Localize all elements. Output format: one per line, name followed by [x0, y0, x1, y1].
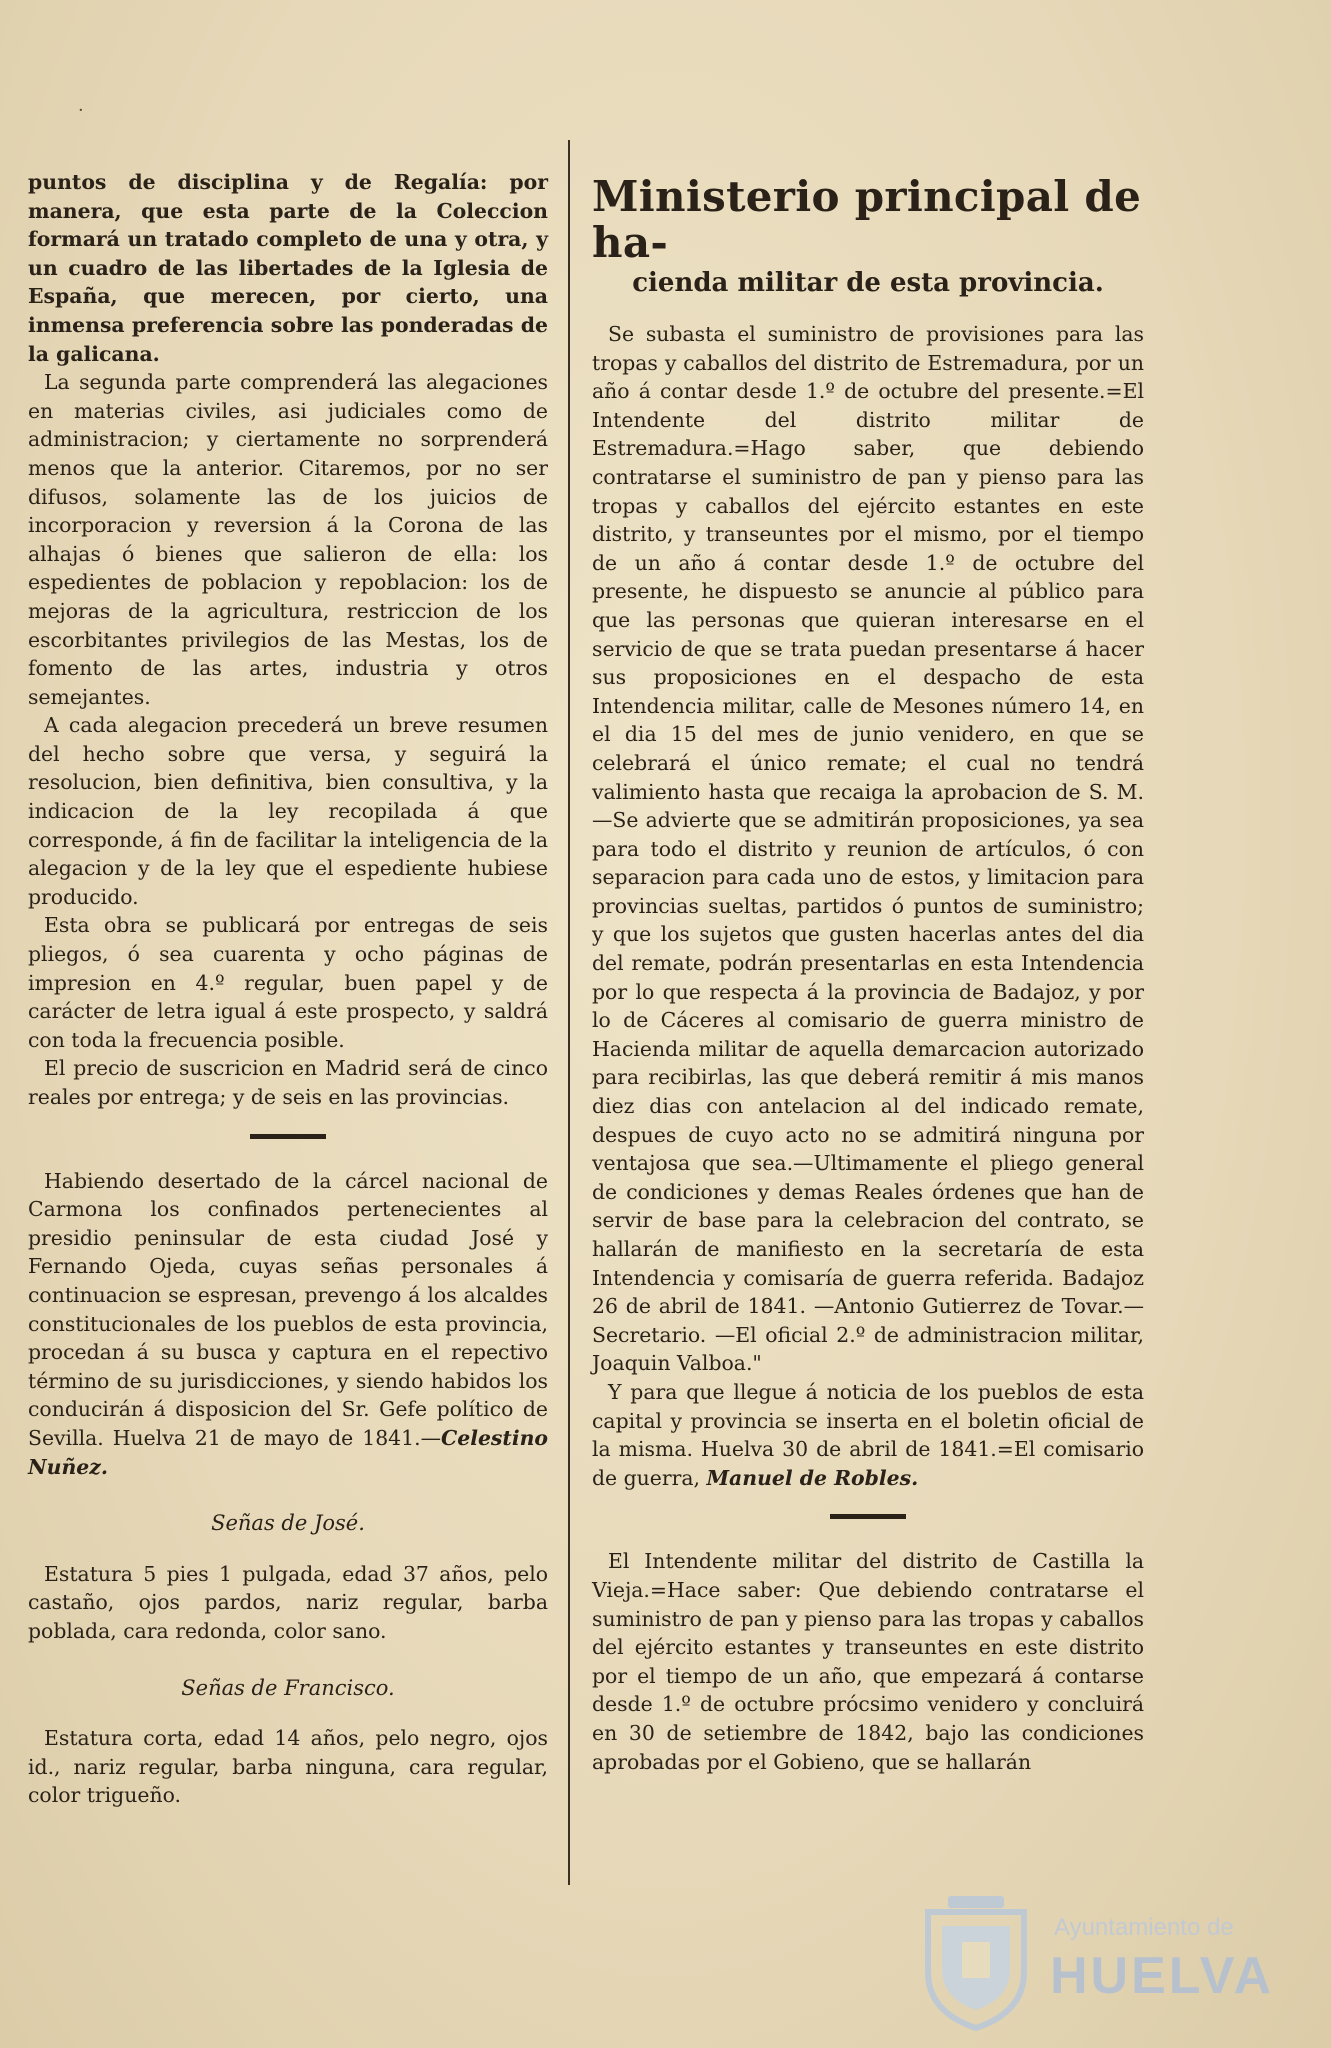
desertion-notice	[28, 1167, 548, 1482]
desertion-notice-signature: Celestino Nuñez.	[28, 1425, 548, 1479]
left-para-1: puntos de disciplina y de Regalía: por manera, que esta parte de la Coleccion formará un tratado completo de una y otra, y un cuadro de las libertades de la Iglesia de España, que merecen, por cierto, una inmensa preferencia sobre las ponderadas de la galicana.	[28, 170, 548, 366]
francisco-heading: Señas de Francisco.	[181, 1675, 395, 1700]
margin-mark: ·	[78, 100, 84, 121]
archive-watermark	[918, 1888, 1275, 2038]
right-para-3: El Intendente militar del distrito de Castilla la Vieja.=Hace saber: Que debiendo contratarse el suministro de pan y pienso para las tropas y caballos del ejército estantes y transeuntes en este distrito por el tiempo de un año, que empezará á contarse desde 1.º de octubre prócsimo venidero y concluirá en 30 de setiembre de 1842, bajo las condiciones aprobadas por el Gobieno, que se hallarán	[592, 1549, 1144, 1774]
left-para-4: Esta obra se publicará por entregas de seis pliegos, ó sea cuarenta y ocho páginas de impresion en 4.º regular, buen papel y de carácter de letra igual á este prospecto, y saldrá con toda la frecuencia posible.	[28, 913, 548, 1052]
column-rule	[568, 140, 570, 1885]
watermark-line-1: Ayuntamiento de	[1054, 1914, 1234, 1941]
right-para-2-signature: Manuel de Robles.	[706, 1465, 919, 1490]
left-para-3: A cada alegacion precederá un breve resumen del hecho sobre que versa, y seguirá la resolucion, bien definitiva, bien consultiva, y la indicacion de la ley recopilada á que corresponde, á fin de facilitar la inteligencia de la alegacion y de la ley que el espediente hubiese producido.	[28, 713, 548, 909]
right-para-2-text: Y para que llegue á noticia de los pueblos de esta capital y provincia se inserta en el boletin oficial de la misma. Huelva 30 de abril de 1841.=El comisario de guerra,	[592, 1379, 1144, 1490]
right-column	[592, 168, 1144, 1776]
jose-description: Estatura 5 pies 1 pulgada, edad 37 años, pelo castaño, ojos pardos, nariz regular, barba poblada, cara redonda, color sano.	[28, 1561, 548, 1643]
city-crest-icon	[918, 1892, 1034, 2032]
article-headline: Ministerio principal de ha-	[592, 172, 1142, 267]
left-para-2: La segunda parte comprenderá las alegaciones en materias civiles, asi judiciales como de administracion; y ciertamente no sorprenderá menos que la anterior. Citaremos, por no ser difusos, solamente las de los juicios de incorporacion y reversion á la Corona de las alhajas ó bienes que salieron de ella: los espedientes de poblacion y repoblacion: los de mejoras de la agricultura, restriccion de los escorbitantes privilegios de las Mestas, los de fomento de las artes, industria y otros semejantes.	[28, 370, 548, 709]
section-divider	[250, 1134, 326, 1139]
right-para-1: Se subasta el suministro de provisiones para las tropas y caballos del distrito de Estremadura, por un año á contar desde 1.º de octubre del presente.=El Intendente del distrito militar de Estremadura.=Hago saber, que debiendo contratarse el suministro de pan y pienso para las tropas y caballos del ejército estantes en este distrito, y transeuntes por el mismo, por el tiempo de un año á contar desde 1.º de octubre del presente, he dispuesto se anuncie al público para que las personas que quieran interesarse en el servicio de que se trata puedan presentarse á hacer sus proposiciones en el despacho de esta Intendencia militar, calle de Mesones número 14, en el dia 15 del mes de junio venidero, en que se celebrará el único remate; el cual no tendrá valimiento hasta que recaiga la aprobacion de S. M.—Se advierte que se admitirán proposiciones, ya sea para todo el distrito y reunion de artículos, ó con separacion para cada uno de estos, y limitacion para provincias sueltas, partidos ó puntos de suministro; y que los sujetos que gusten hacerlas antes del dia del remate, podrán presentarlas en esta Intendencia por lo que respecta á la provincia de Badajoz, y por lo de Cáceres al comisario de guerra ministro de Hacienda militar de aquella demarcacion autorizado para recibirlas, las que deberá remitir á mis manos diez dias con antelacion al del indicado remate, despues de cuyo acto no se admitirá ninguna por ventajosa que sea.—Ultimamente el pliego general de condiciones y demas Reales órdenes que han de servir de base para la celebracion del contrato, se hallarán de manifiesto en la secretaría de esta Intendencia y comisaría de guerra referida. Badajoz 26 de abril de 1841. —Antonio Gutierrez de Tovar.—Secretario. —El oficial 2.º de administracion militar, Joaquin Valboa."	[592, 322, 1144, 1376]
francisco-description: Estatura corta, edad 14 años, pelo negro, ojos id., nariz regular, barba ninguna, cara regular, color trigueño.	[28, 1726, 548, 1808]
right-para-2	[592, 1378, 1144, 1492]
left-column	[28, 168, 548, 1810]
section-divider-right	[830, 1514, 906, 1519]
left-para-5: El precio de suscricion en Madrid será de cinco reales por entrega; y de seis en las provincias.	[28, 1056, 548, 1109]
jose-heading: Señas de José.	[211, 1511, 365, 1536]
article-headline-continued: cienda militar de esta provincia.	[632, 268, 1104, 298]
desertion-notice-text: Habiendo desertado de la cárcel nacional de Carmona los confinados pertenecientes al presidio peninsular de esta ciudad José y Fernando Ojeda, cuyas señas personales á continuacion se espresan, prevengo á los alcaldes constitucionales de los pueblos de esta provincia, procedan á su busca y captura en el repectivo término de su jurisdicciones, y siendo habidos los conducirán á disposicion del Sr. Gefe político de Sevilla. Huelva 21 de mayo de 1841.—	[28, 1168, 548, 1450]
watermark-line-2: HUELVA	[1050, 1947, 1275, 2005]
